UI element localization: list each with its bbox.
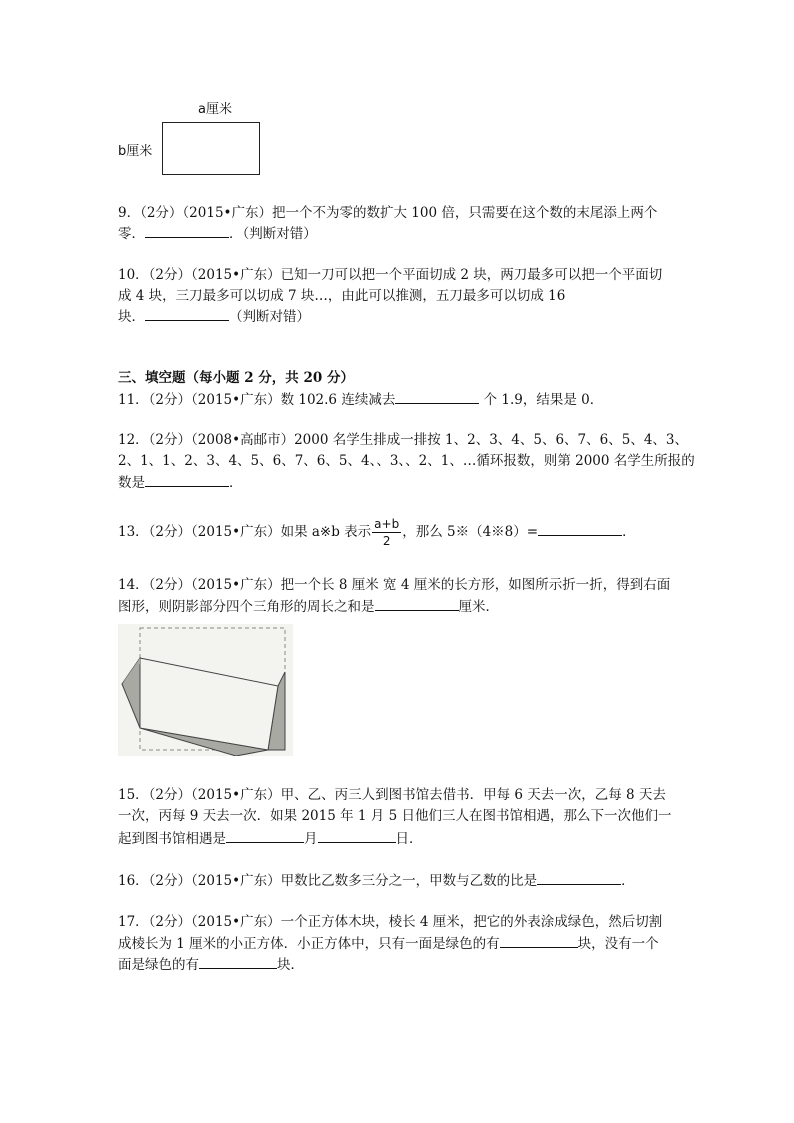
- rectangle-side-label: b厘米: [118, 144, 153, 159]
- q16-post: ．: [621, 873, 635, 889]
- q17-line2: [118, 933, 659, 954]
- q14-line2-post: 厘米．: [458, 599, 499, 615]
- q15-line1: 15．（2分）（2015•广东）甲、乙、丙三人到图书馆去借书．甲每 6 天去一次，乙每 8 天去: [118, 787, 666, 803]
- q13-end: ．: [622, 524, 636, 540]
- q16-answer-blank[interactable]: [537, 870, 621, 885]
- q10-line2: 成 4 块，三刀最多可以切成 7 块…，由此可以推测，五刀最多可以切成 16: [118, 288, 566, 304]
- section3-heading: 三、填空题（每小题 2 分，共 20 分）: [118, 370, 354, 386]
- q15-line3-pre: 起到图书馆相遇是: [118, 831, 226, 847]
- q13-frac-numerator: a+b: [374, 517, 400, 531]
- q17-line3-post: 块．: [277, 957, 304, 973]
- q17-one-face-blank[interactable]: [500, 933, 578, 948]
- q9-line1: 9．（2分）（2015•广东）把一个不为零的数扩大 100 倍，只需要在这个数的末尾添上两个: [118, 205, 658, 221]
- q11-pre: 11．（2分）（2015•广东）数 102.6 连续减去: [118, 392, 396, 408]
- q15-line3-post: 日．: [395, 831, 423, 847]
- q12-line2: 2、1、1、2、3、4、5、6、7、6、5、4、、3、、2、1、…循环报数，则第 2000 名学生所报的: [118, 453, 695, 469]
- q17-no-face-blank[interactable]: [199, 954, 277, 969]
- q16-pre: 16．（2分）（2015•广东）甲数比乙数多三分之一，甲数与乙数的比是: [118, 873, 538, 889]
- rectangle-figure: [116, 98, 276, 178]
- q11-answer-blank[interactable]: [395, 389, 479, 404]
- folded-rectangle-figure: [118, 624, 293, 756]
- q13-answer-blank[interactable]: [538, 521, 622, 536]
- q9-answer-blank[interactable]: [145, 223, 229, 238]
- q9-line2-pre: 零．: [118, 226, 145, 242]
- q16-line: [118, 870, 635, 891]
- q10-answer-blank[interactable]: [145, 306, 229, 321]
- q12-line3: [118, 472, 243, 493]
- q17-line3: [118, 954, 304, 975]
- q13-line: [118, 515, 636, 549]
- q11-line: [118, 389, 603, 410]
- q13-fraction: [372, 516, 401, 549]
- q10-line3: [118, 306, 310, 327]
- q14-line1: 14．（2分）（2015•广东）把一个长 8 厘米 宽 4 厘米的长方形，如图所示折一折，得到右面: [118, 577, 671, 593]
- q9-line2: [118, 223, 317, 244]
- q17-line2-pre: 成棱长为 1 厘米的小正方体．小正方体中，只有一面是绿色的有: [118, 936, 500, 952]
- q12-line3-pre: 数是: [118, 475, 145, 491]
- q14-answer-blank[interactable]: [375, 596, 459, 611]
- q13-frac-denominator: 2: [382, 534, 391, 548]
- q15-day-blank[interactable]: [318, 828, 396, 843]
- q17-line1: 17．（2分）（2015•广东）一个正方体木块，棱长 4 厘米，把它的外表涂成绿色，然后切割: [118, 914, 663, 930]
- q13-pre: 13．（2分）（2015•广东）如果 a※b 表示: [118, 524, 372, 540]
- q14-line2: [118, 596, 499, 617]
- q13-post: ，那么 5※（4※8）=: [402, 524, 539, 540]
- q17-line2-post: 块，没有一个: [577, 936, 659, 952]
- q10-line3-post: （判断对错）: [229, 309, 310, 325]
- q12-line3-post: ．: [229, 475, 243, 491]
- q15-month-blank[interactable]: [226, 828, 304, 843]
- q15-line3: [118, 828, 423, 849]
- rectangle-shape: [162, 122, 260, 175]
- rectangle-top-label: a厘米: [198, 102, 232, 117]
- q12-line1: 12．（2分）（2008•高邮市）2000 名学生排成一排按 1、2、3、4、5、6、7、6、5、4、3、: [118, 432, 689, 448]
- q17-line3-pre: 面是绿色的有: [118, 957, 199, 973]
- q15-line3-mid: 月: [304, 831, 318, 847]
- q10-line1: 10．（2分）（2015•广东）已知一刀可以把一个平面切成 2 块，两刀最多可以把一个平面切: [118, 267, 663, 283]
- q10-line3-pre: 块．: [118, 309, 145, 325]
- q11-post: 个 1.9，结果是 0．: [479, 392, 604, 408]
- q14-line2-pre: 图形，则阴影部分四个三角形的周长之和是: [118, 599, 375, 615]
- q12-answer-blank[interactable]: [145, 472, 229, 487]
- q9-line2-post: ．（判断对错）: [229, 226, 317, 242]
- q15-line2: 一次，丙每 9 天去一次．如果 2015 年 1 月 5 日他们三人在图书馆相遇，那么下一次他们一: [118, 808, 672, 824]
